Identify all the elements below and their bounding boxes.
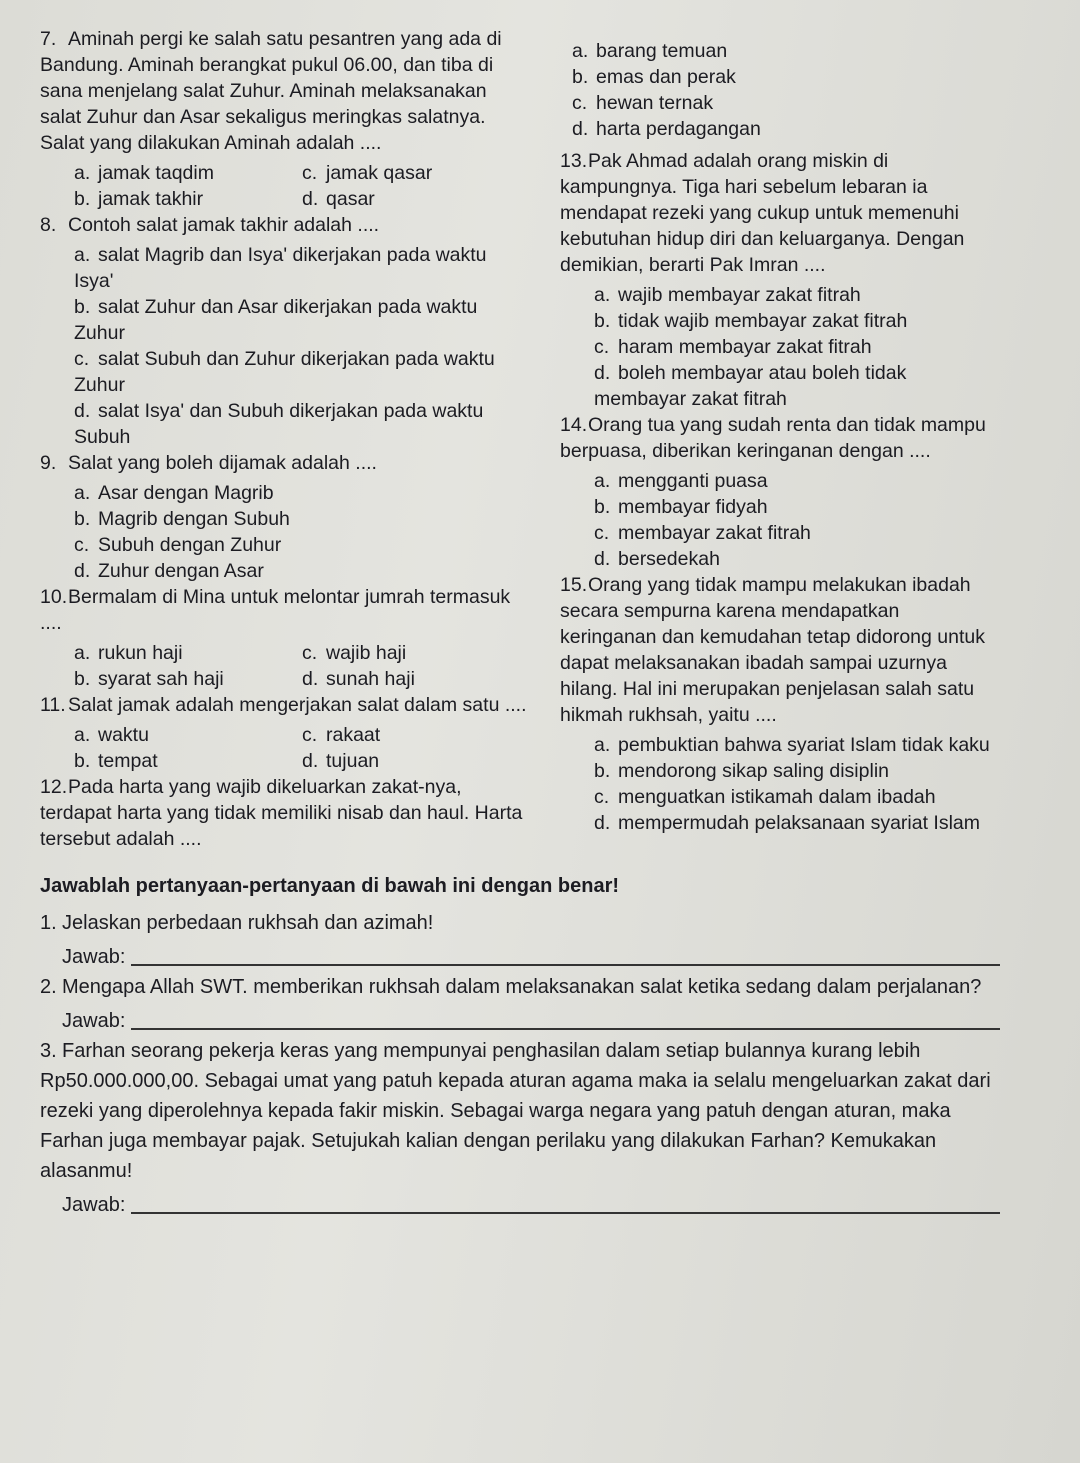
option[interactable]: c. menguatkan istikamah dalam ibadah	[594, 786, 936, 808]
option[interactable]: b. membayar fidyah	[594, 496, 768, 518]
option[interactable]: a. pembuktian bahwa syariat Islam tidak kaku	[594, 734, 990, 756]
option[interactable]: c. Subuh dengan Zuhur	[74, 534, 282, 556]
option[interactable]: d. Zuhur dengan Asar	[74, 560, 264, 582]
question-11-options	[40, 722, 530, 774]
question-number: 14.	[560, 414, 588, 436]
option[interactable]: d. sunah haji	[302, 668, 415, 690]
question-7-options	[40, 160, 530, 212]
option[interactable]: b. emas dan perak	[572, 66, 736, 88]
question-number: 12.	[40, 776, 68, 798]
question-13-options	[560, 282, 1000, 412]
right-column	[560, 26, 1000, 856]
question-8	[40, 212, 530, 238]
essay-question-3	[40, 1036, 1000, 1186]
option[interactable]: b. syarat sah haji	[74, 668, 224, 690]
answer-line[interactable]	[131, 1006, 1000, 1030]
question-number: 15.	[560, 574, 588, 596]
question-stem: Aminah pergi ke salah satu pesantren yang ada di Bandung. Aminah berangkat pukul 06.00, dan tiba di sana menjelang salat Zuhur. Aminah melaksanakan salat Zuhur dan Asar sekaligus meringkas salatnya. Salat yang dilakukan Aminah adalah ....	[40, 28, 502, 154]
question-stem: Pada harta yang wajib dikeluarkan zakat-nya, terdapat harta yang tidak memiliki nisab dan haul. Harta tersebut adalah ....	[40, 776, 523, 850]
question-15-options	[560, 732, 1000, 836]
option[interactable]: c. wajib haji	[302, 642, 407, 664]
question-13	[560, 148, 1000, 278]
option[interactable]: d. salat Isya' dan Subuh dikerjakan pada waktu Subuh	[74, 400, 484, 448]
answer-field-3[interactable]	[40, 1190, 1000, 1220]
question-number: 2.	[40, 976, 57, 998]
option[interactable]: c. rakaat	[302, 724, 381, 746]
question-number: 7.	[40, 28, 57, 50]
option[interactable]: d. harta perdagangan	[572, 118, 761, 140]
question-15	[560, 572, 1000, 728]
option[interactable]: a. salat Magrib dan Isya' dikerjakan pada waktu Isya'	[74, 244, 487, 292]
question-11	[40, 692, 530, 718]
option[interactable]: c. hewan ternak	[572, 92, 714, 114]
question-10	[40, 584, 530, 636]
question-stem: Salat yang boleh dijamak adalah ....	[68, 452, 377, 474]
answer-label: Jawab:	[62, 1010, 126, 1032]
option[interactable]: a. Asar dengan Magrib	[74, 482, 274, 504]
option[interactable]: a. rukun haji	[74, 642, 183, 664]
option[interactable]: c. jamak qasar	[302, 162, 433, 184]
option[interactable]: d. tujuan	[302, 750, 380, 772]
option[interactable]: d. boleh membayar atau boleh tidak membayar zakat fitrah	[594, 362, 907, 410]
question-stem: Salat jamak adalah mengerjakan salat dalam satu ....	[68, 694, 527, 716]
answer-field-1[interactable]	[40, 942, 1000, 972]
option[interactable]: a. waktu	[74, 724, 149, 746]
question-text: Jelaskan perbedaan rukhsah dan azimah!	[62, 912, 434, 934]
essay-question-2	[40, 972, 1000, 1002]
essay-section	[40, 872, 1000, 1220]
option[interactable]: a. mengganti puasa	[594, 470, 768, 492]
question-number: 11.	[40, 694, 66, 716]
option[interactable]: b. tidak wajib membayar zakat fitrah	[594, 310, 908, 332]
question-text: Mengapa Allah SWT. memberikan rukhsah dalam melaksanakan salat ketika sedang dalam perjalanan?	[62, 976, 982, 998]
question-number: 3.	[40, 1040, 57, 1062]
question-14	[560, 412, 1000, 464]
option[interactable]: b. salat Zuhur dan Asar dikerjakan pada waktu Zuhur	[74, 296, 478, 344]
question-8-options	[40, 242, 530, 450]
option[interactable]: b. jamak takhir	[74, 188, 204, 210]
question-stem: Contoh salat jamak takhir adalah ....	[68, 214, 380, 236]
option[interactable]: c. haram membayar zakat fitrah	[594, 336, 872, 358]
answer-label: Jawab:	[62, 946, 126, 968]
multiple-choice-section	[40, 26, 1040, 856]
answer-line[interactable]	[131, 1190, 1000, 1214]
option[interactable]: d. mempermudah pelaksanaan syariat Islam	[594, 812, 981, 834]
question-number: 1.	[40, 912, 57, 934]
option[interactable]: d. qasar	[302, 188, 375, 210]
question-number: 10.	[40, 586, 68, 608]
option[interactable]: b. Magrib dengan Subuh	[74, 508, 290, 530]
answer-line[interactable]	[131, 942, 1000, 966]
question-number: 8.	[40, 214, 57, 236]
question-text: Farhan seorang pekerja keras yang mempunyai penghasilan dalam setiap bulannya kurang lebih Rp50.000.000,00. Sebagai umat yang patuh kepada aturan agama maka ia selalu mengeluarkan zakat dari rezeki yang diperolehnya kepada fakir miskin. Sebagai warga negara yang patuh dengan aturan, maka Farhan juga membayar pajak. Setujukah kalian dengan perilaku yang dilakukan Farhan? Kemukakan alasanmu!	[40, 1040, 991, 1182]
option[interactable]: a. barang temuan	[572, 40, 728, 62]
question-stem: Orang yang tidak mampu melakukan ibadah secara sempurna karena mendapatkan keringanan dan kemudahan tetap didorong untuk dapat melaksanakan ibadah sampai uzurnya hilang. Hal ini merupakan penjelasan salah satu hikmah rukhsah, yaitu ....	[560, 574, 985, 726]
option[interactable]: a. wajib membayar zakat fitrah	[594, 284, 861, 306]
question-12	[40, 774, 530, 852]
question-7	[40, 26, 530, 156]
answer-label: Jawab:	[62, 1194, 126, 1216]
question-stem: Bermalam di Mina untuk melontar jumrah termasuk ....	[40, 586, 511, 634]
question-stem: Pak Ahmad adalah orang miskin di kampungnya. Tiga hari sebelum lebaran ia mendapat rezeki yang cukup untuk memenuhi kebutuhan hidup diri dan keluarganya. Dengan demikian, berarti Pak Imran ....	[560, 150, 965, 276]
question-9	[40, 450, 530, 476]
question-number: 9.	[40, 452, 57, 474]
option[interactable]: d. bersedekah	[594, 548, 720, 570]
option[interactable]: b. tempat	[74, 750, 158, 772]
question-9-options	[40, 480, 530, 584]
essay-question-1	[40, 908, 1000, 938]
option[interactable]: a. jamak taqdim	[74, 162, 214, 184]
option[interactable]: c. membayar zakat fitrah	[594, 522, 811, 544]
question-10-options	[40, 640, 530, 692]
question-12-options	[560, 38, 1000, 142]
question-14-options	[560, 468, 1000, 572]
question-stem: Orang tua yang sudah renta dan tidak mampu berpuasa, diberikan keringanan dengan ....	[560, 414, 986, 462]
answer-field-2[interactable]	[40, 1006, 1000, 1036]
option[interactable]: b. mendorong sikap saling disiplin	[594, 760, 889, 782]
question-number: 13.	[560, 150, 588, 172]
option[interactable]: c. salat Subuh dan Zuhur dikerjakan pada waktu Zuhur	[74, 348, 495, 396]
left-column	[40, 26, 530, 856]
essay-instructions: Jawablah pertanyaan-pertanyaan di bawah ini dengan benar!	[40, 875, 620, 897]
